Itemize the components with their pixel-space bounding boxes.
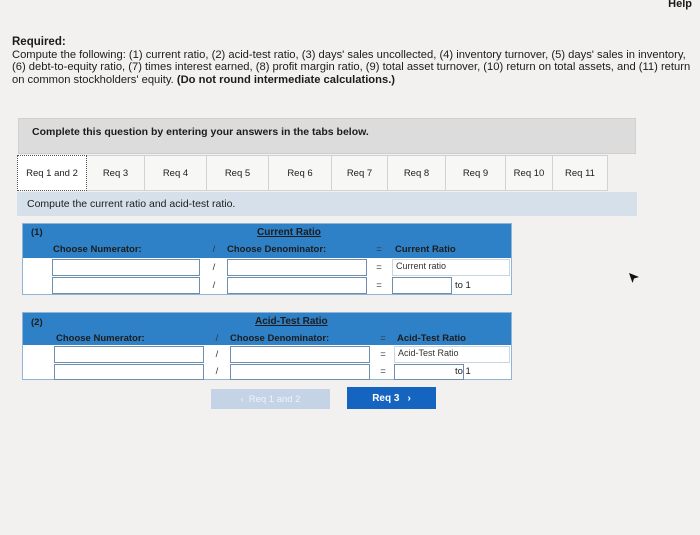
denominator-label: Choose Denominator: — [227, 244, 327, 255]
equals-sign: = — [376, 280, 382, 291]
divide-sign: / — [215, 349, 219, 360]
divide-sign: / — [212, 262, 216, 273]
section2-index: (2) — [31, 317, 43, 328]
result-label: Current Ratio — [395, 244, 456, 255]
current-numerator-input[interactable] — [52, 277, 200, 294]
acid-test-result-text: Acid-Test Ratio — [394, 346, 510, 363]
tab-req-3[interactable]: Req 3 — [87, 155, 145, 191]
equals-sign: = — [380, 366, 386, 377]
tab-req-1-2[interactable]: Req 1 and 2 — [17, 155, 87, 191]
tab-req-4[interactable]: Req 4 — [145, 155, 207, 191]
divide-sign: / — [212, 280, 216, 291]
tab-req-11[interactable]: Req 11 — [553, 155, 608, 191]
next-button-label: Req 3 — [372, 392, 400, 404]
denominator-label: Choose Denominator: — [230, 333, 330, 344]
result-label: Acid-Test Ratio — [397, 333, 466, 344]
section1-index: (1) — [31, 227, 43, 238]
divide-sign: / — [215, 333, 219, 344]
acid-denominator-input[interactable] — [230, 364, 370, 380]
acid-test-panel — [22, 312, 512, 380]
current-denominator-input[interactable] — [227, 277, 367, 294]
required-block — [12, 36, 692, 86]
current-ratio-value-input[interactable] — [392, 277, 452, 294]
tab-req-9[interactable]: Req 9 — [446, 155, 506, 191]
numerator-label: Choose Numerator: — [56, 333, 145, 344]
divide-sign: / — [215, 366, 219, 377]
current-ratio-panel — [22, 223, 512, 295]
equals-sign: = — [376, 244, 382, 255]
equals-sign: = — [380, 333, 386, 344]
mouse-cursor-icon — [628, 271, 640, 289]
acid-numerator-input[interactable] — [54, 346, 204, 363]
divide-sign: / — [212, 244, 216, 255]
acid-test-value-input[interactable] — [394, 364, 464, 380]
acid-denominator-input[interactable] — [230, 346, 370, 363]
chevron-right-icon: › — [407, 392, 411, 404]
tab-req-8[interactable]: Req 8 — [388, 155, 446, 191]
help-link[interactable]: Help — [668, 0, 692, 10]
chevron-left-icon: ‹ — [240, 393, 244, 405]
tab-req-7[interactable]: Req 7 — [332, 155, 388, 191]
next-button[interactable] — [347, 387, 436, 409]
prev-button-label: Req 1 and 2 — [248, 393, 301, 405]
numerator-label: Choose Numerator: — [53, 244, 142, 255]
equals-sign: = — [380, 349, 386, 360]
current-denominator-input[interactable] — [227, 259, 367, 276]
to-one-label: to 1 — [455, 366, 471, 377]
acid-numerator-input[interactable] — [54, 364, 204, 380]
to-one-label: to 1 — [455, 280, 471, 291]
equals-sign: = — [376, 262, 382, 273]
current-numerator-input[interactable] — [52, 259, 200, 276]
current-ratio-result-text: Current ratio — [392, 259, 510, 276]
tab-req-6[interactable]: Req 6 — [269, 155, 332, 191]
tab-subheading: Compute the current ratio and acid-test ratio. — [17, 192, 637, 216]
required-text: Compute the following: (1) current ratio, (2) acid-test ratio, (3) days' sales uncollected, (4) inventory turnover, (5) days' sales in inventory, (6) debt-to-equity ratio, (7) times interest earned, (8) profit margin ratio, (9) total asset turnover, (10) return on total assets, and (11) return on common stockholders' equity. — [12, 48, 691, 86]
tab-req-10[interactable]: Req 10 — [506, 155, 553, 191]
tab-req-5[interactable]: Req 5 — [207, 155, 269, 191]
instruction-banner: Complete this question by entering your answers in the tabs below. — [18, 118, 636, 154]
acid-test-title: Acid-Test Ratio — [255, 316, 328, 327]
required-note: (Do not round intermediate calculations.) — [176, 73, 396, 86]
required-heading: Required: — [12, 36, 66, 48]
current-ratio-title: Current Ratio — [257, 227, 321, 238]
prev-button — [211, 389, 330, 409]
tab-bar — [17, 155, 608, 191]
